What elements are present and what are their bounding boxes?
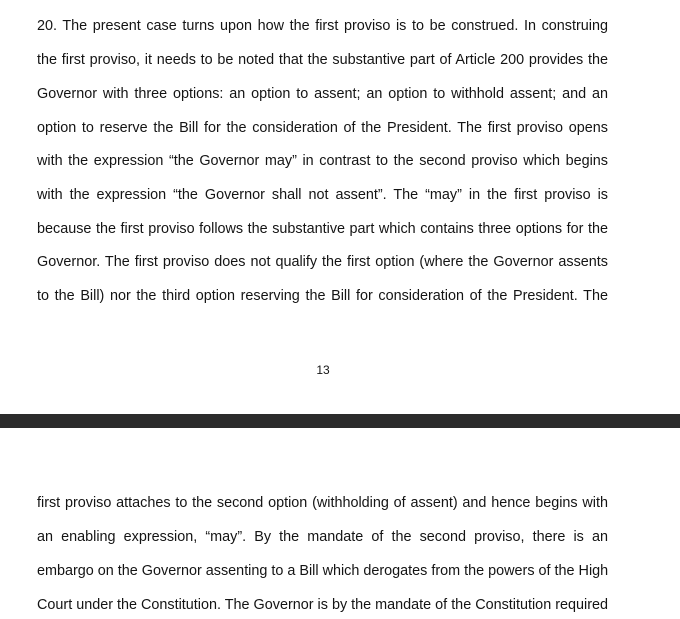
paragraph-line: to the Bill) nor the third option reserving the Bill for consideration of the President. The bbox=[37, 288, 608, 304]
viewer-margin bbox=[660, 0, 680, 414]
paragraph-line: Governor with three options: an option to assent; an option to withhold assent; and an bbox=[37, 86, 608, 102]
paragraph-line: embargo on the Governor assenting to a Bill which derogates from the powers of the High bbox=[37, 563, 609, 579]
paragraph-line: an enabling expression, “may”. By the mandate of the second proviso, there is an bbox=[37, 529, 608, 545]
paragraph-line: Court under the Constitution. The Governor is by the mandate of the Constitution required bbox=[37, 597, 608, 613]
paragraph-line: Governor. The first proviso does not qualify the first option (where the Governor assents bbox=[37, 254, 608, 270]
paragraph-line: with the expression “the Governor may” in contrast to the second proviso which begins bbox=[37, 153, 608, 169]
viewer-margin bbox=[660, 428, 680, 619]
page-number: 13 bbox=[316, 363, 330, 377]
document-page-14 bbox=[0, 428, 660, 619]
paragraph-line: option to reserve the Bill for the consideration of the President. The first proviso opens bbox=[37, 120, 608, 136]
paragraph-line: because the first proviso follows the substantive part which contains three options for the bbox=[37, 221, 608, 237]
paragraph-line: with the expression “the Governor shall not assent”. The “may” in the first proviso is bbox=[37, 187, 608, 203]
paragraph-line: the first proviso, it needs to be noted that the substantive part of Article 200 provides the bbox=[37, 52, 608, 68]
paragraph-line: 20. The present case turns upon how the first proviso is to be construed. In construing bbox=[37, 18, 608, 34]
paragraph-line: first proviso attaches to the second option (withholding of assent) and hence begins with bbox=[37, 495, 608, 511]
